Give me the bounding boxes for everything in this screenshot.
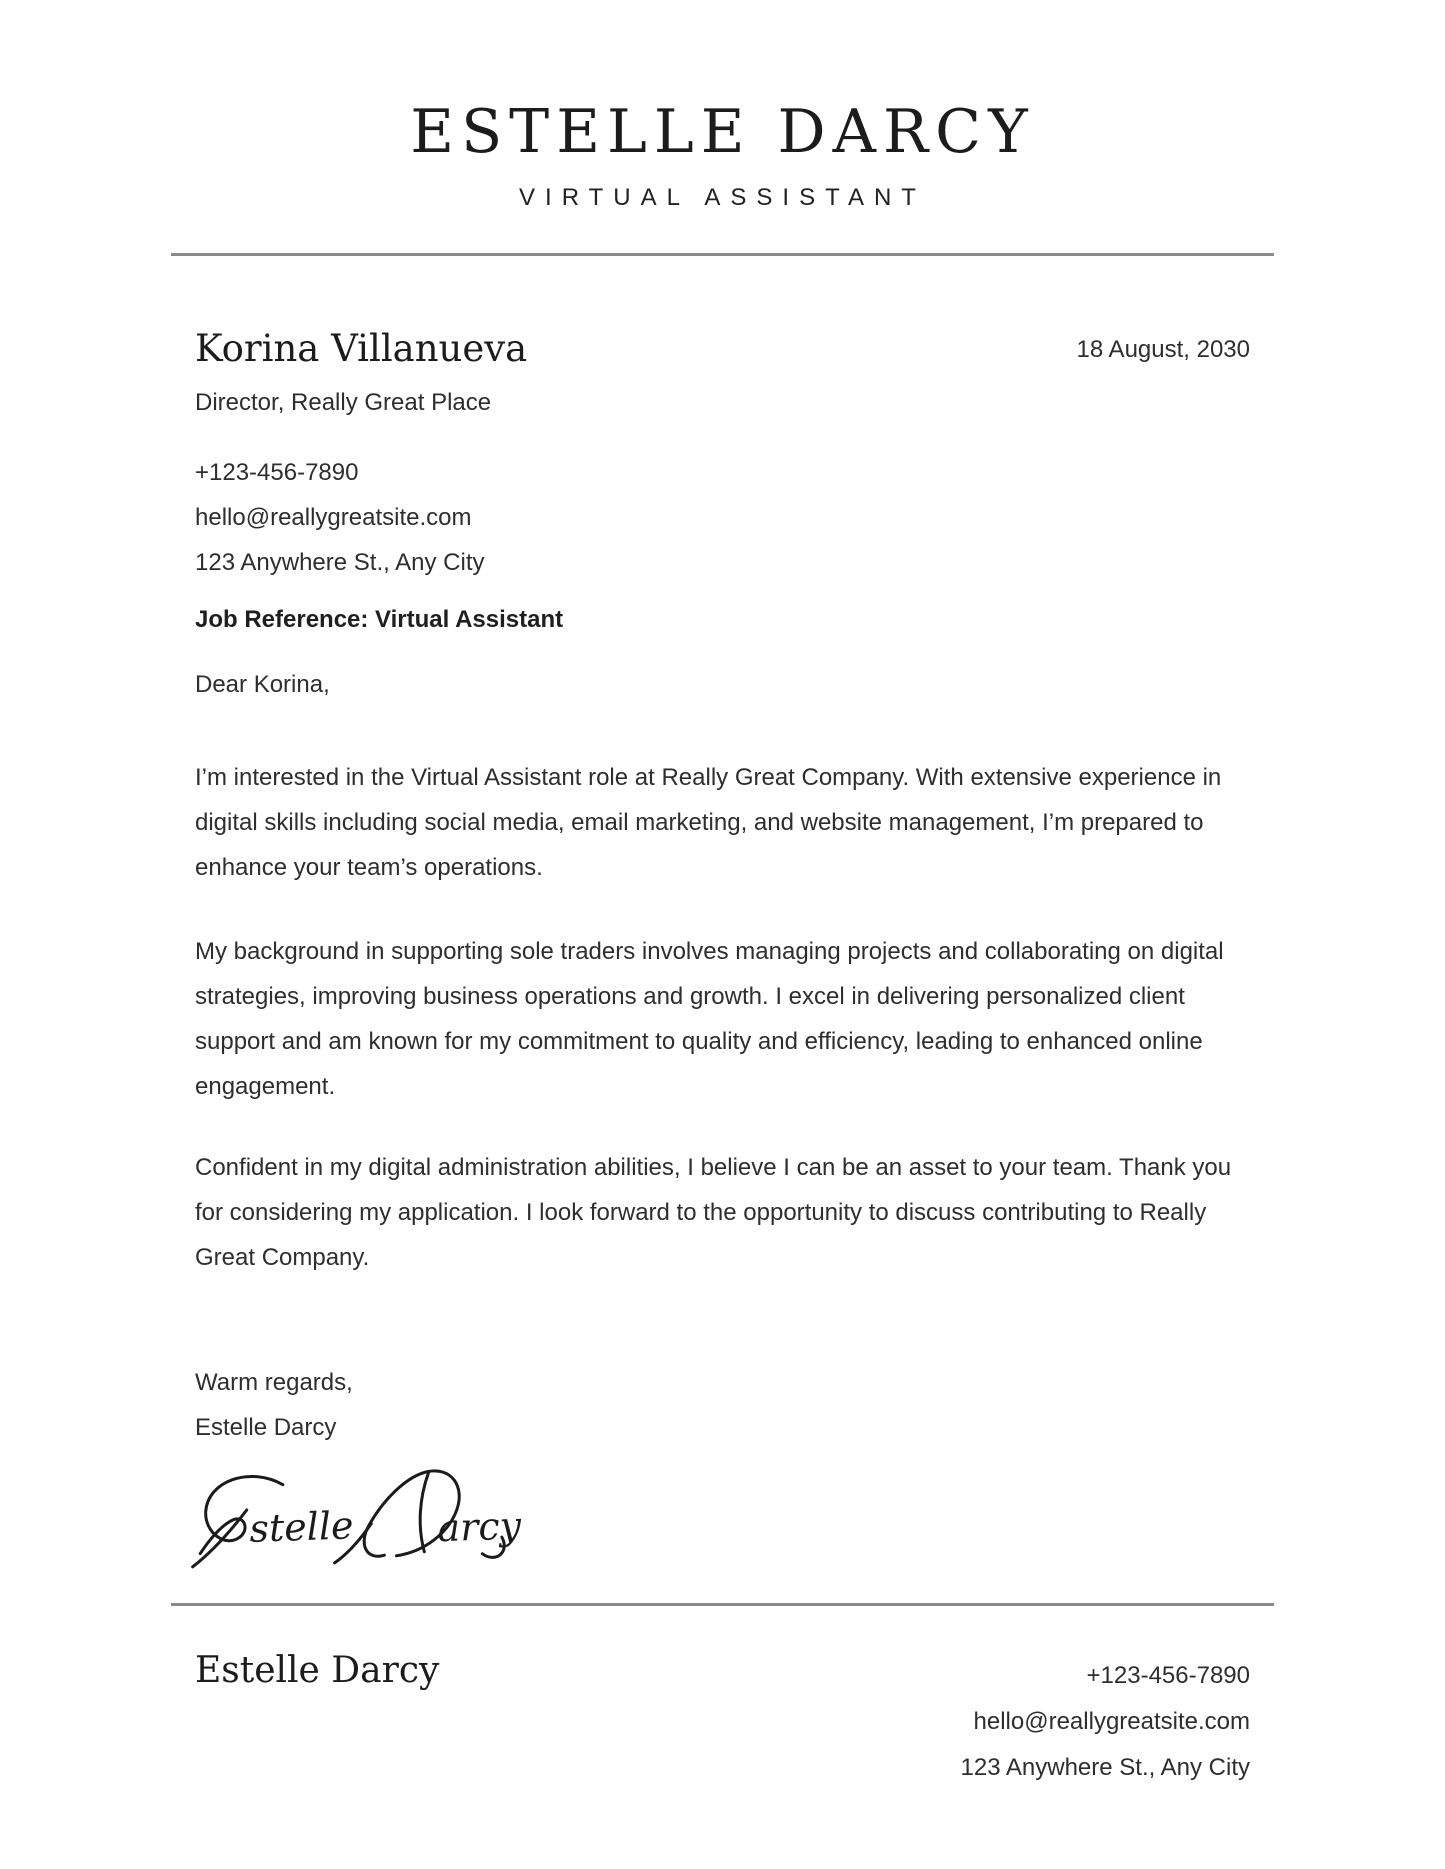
body-paragraph: My background in supporting sole traders involves managing projects and collaborating on digital strategies, improving business operations and growth. I excel in delivering personalized client support and am known for my commitment to quality and efficiency, leading to enhanced online engagement. <box>195 938 1224 1100</box>
signature-d-stem <box>418 1473 431 1552</box>
signature <box>185 1466 1250 1566</box>
body-paragraph: I’m interested in the Virtual Assistant role at Really Great Company. With extensive experience in digital skills including social media, email marketing, and website management, I’m prepared to enhance your team’s operations. <box>195 764 1222 881</box>
signature-script-part: arcy <box>436 1503 522 1551</box>
closing-phrase: Warm regards, <box>195 1369 353 1396</box>
footer-contact-block <box>961 1653 1251 1791</box>
letter-date: 18 August, 2030 <box>1076 336 1250 363</box>
signature-svg <box>183 1460 536 1572</box>
footer-phone: +123-456-7890 <box>1086 1662 1250 1689</box>
recipient-contact-block <box>195 450 1250 585</box>
top-divider <box>171 253 1274 256</box>
salutation: Dear Korina, <box>195 671 330 698</box>
sender-name: Estelle Darcy <box>195 1414 337 1441</box>
recipient-phone: +123-456-7890 <box>195 459 359 486</box>
signature-script-part: stelle <box>248 1503 355 1551</box>
recipient-row <box>195 325 1250 373</box>
recipient-role: Director, Really Great Place <box>195 389 492 416</box>
letter-body <box>195 325 1250 1566</box>
recipient-name: Korina Villanueva <box>195 327 528 370</box>
letterhead <box>0 0 1445 213</box>
body-paragraph: Confident in my digital administration abilities, I believe I can be an asset to your team. Thank you for considering my application. I look forward to the opportunity to discuss contributing to Really Great Company. <box>195 1154 1232 1271</box>
bottom-divider <box>171 1603 1274 1606</box>
recipient-email: hello@reallygreatsite.com <box>195 504 472 531</box>
recipient-address: 123 Anywhere St., Any City <box>195 549 485 576</box>
footer-address: 123 Anywhere St., Any City <box>960 1754 1250 1781</box>
letterhead-name: ESTELLE DARCY <box>410 97 1035 167</box>
page-footer <box>195 1649 1250 1791</box>
footer-name: Estelle Darcy <box>195 1650 440 1691</box>
closing-block <box>195 1360 1250 1450</box>
job-reference: Job Reference: Virtual Assistant <box>195 606 564 633</box>
letterhead-title: VIRTUAL ASSISTANT <box>519 184 926 211</box>
footer-email: hello@reallygreatsite.com <box>973 1708 1250 1735</box>
